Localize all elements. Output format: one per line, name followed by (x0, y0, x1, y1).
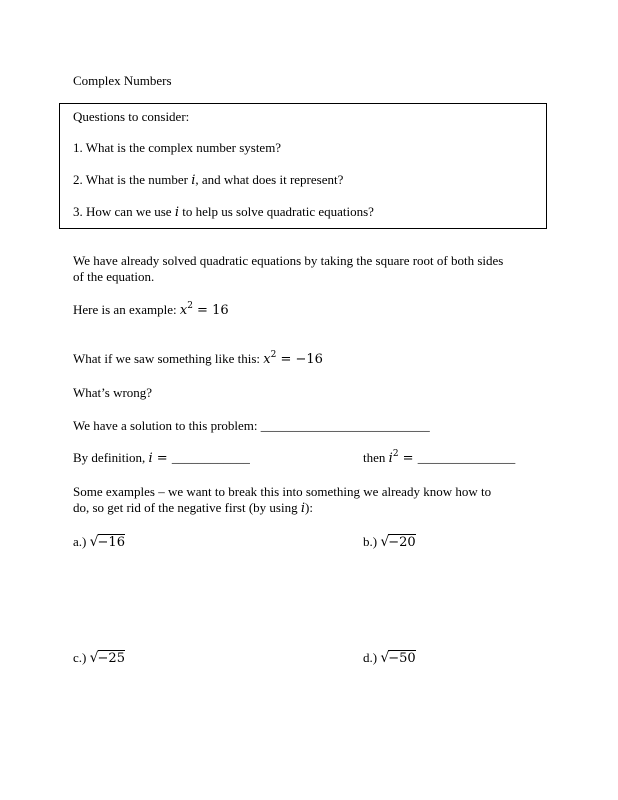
then-blank[interactable]: _______________ (417, 450, 516, 465)
example-variable: x (179, 303, 188, 318)
question-3-text-end: to help us solve quadratic equations? (178, 204, 374, 219)
example-line (73, 302, 229, 319)
problem-d-radical (380, 650, 415, 667)
whatif-label: What if we saw something like this: (73, 351, 264, 366)
question-3-variable: i (174, 205, 179, 220)
questions-heading: Questions to consider: (73, 109, 190, 124)
problem-a-radicand: −16 (97, 535, 125, 550)
whatif-variable: x (263, 352, 271, 367)
problem-d (363, 650, 416, 667)
question-2-text-end: , and what does it represent? (195, 172, 344, 187)
definition-equals: = (152, 451, 172, 466)
problem-b-radicand: −20 (388, 535, 416, 550)
problem-b-radical (380, 534, 415, 551)
problem-d-label: d.) (363, 650, 381, 665)
whatif-line (73, 351, 323, 368)
radical-symbol: √ (89, 650, 99, 666)
problem-c-label: c.) (73, 650, 90, 665)
examples-line-2-start: do, so get rid of the negative first (by using (73, 500, 301, 515)
solution-blank[interactable]: __________________________ (260, 418, 430, 433)
intro-line-1: We have already solved quadratic equations by taking the square root of both sides (73, 253, 504, 268)
problem-b-label: b.) (363, 534, 381, 549)
problem-a (73, 534, 125, 551)
definition-blank[interactable]: ____________ (171, 450, 250, 465)
problem-a-label: a.) (73, 534, 90, 549)
intro-line-2: of the equation. (73, 269, 155, 284)
problem-a-radical (90, 534, 125, 551)
whatif-rhs: = −16 (276, 352, 323, 367)
question-3 (73, 204, 374, 221)
examples-line-1: Some examples – we want to break this into something we already know how to (73, 484, 492, 499)
examples-line-2 (73, 500, 313, 517)
problem-c-radical (90, 650, 125, 667)
problem-c (73, 650, 125, 667)
problem-d-radicand: −50 (388, 651, 416, 666)
example-rhs: = 16 (192, 303, 229, 318)
solution-line (73, 418, 430, 434)
examples-line-2-variable: i (300, 501, 305, 516)
definition-line (73, 450, 250, 467)
example-label: Here is an example: (73, 302, 180, 317)
radical-symbol: √ (380, 650, 390, 666)
then-line (363, 450, 515, 467)
solution-label: We have a solution to this problem: (73, 418, 261, 433)
definition-label: By definition, (73, 450, 149, 465)
then-equals: = (398, 451, 418, 466)
radical-symbol: √ (380, 534, 390, 550)
then-exponent: 2 (392, 449, 399, 459)
whats-wrong: What’s wrong? (73, 385, 153, 400)
radical-symbol: √ (89, 534, 99, 550)
whatif-exponent: 2 (270, 350, 277, 360)
question-1: 1. What is the complex number system? (73, 140, 282, 155)
then-label: then (363, 450, 389, 465)
examples-line-2-end: ): (305, 500, 313, 515)
problem-c-radicand: −25 (97, 651, 125, 666)
problem-b (363, 534, 416, 551)
question-2 (73, 172, 343, 189)
definition-variable: i (148, 451, 153, 466)
question-2-variable: i (191, 173, 196, 188)
question-2-text-start: 2. What is the number (73, 172, 192, 187)
page-title: Complex Numbers (73, 73, 172, 88)
example-exponent: 2 (187, 301, 193, 311)
then-variable: i (388, 451, 393, 466)
question-3-text-start: 3. How can we use (73, 204, 175, 219)
